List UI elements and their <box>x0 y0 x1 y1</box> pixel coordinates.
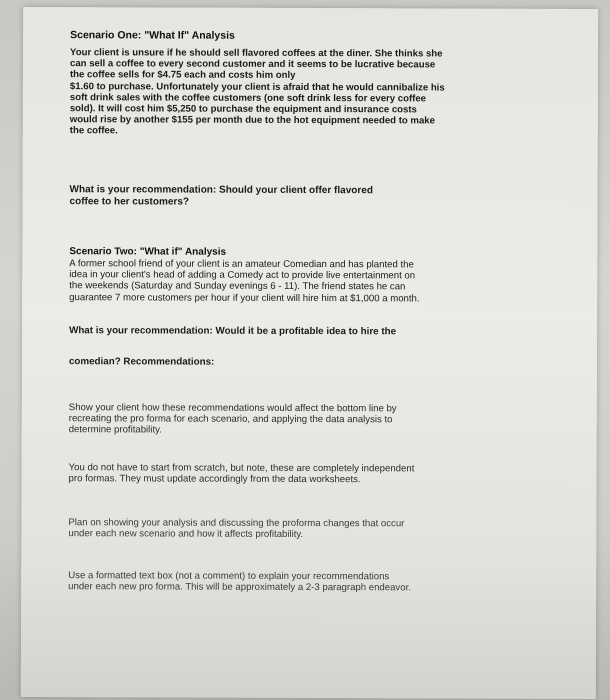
scenario-one-recommendation <box>70 184 373 209</box>
text-line: Show your client how these recommendations would affect the bottom line by <box>68 402 397 415</box>
text-line: sold). It will cost him $5,250 to purchase the equipment and insurance costs <box>69 103 417 116</box>
text-line: Use a formatted text box (not a comment) to explain your recommendations <box>68 570 390 583</box>
text-line: the coffee sells for $4.75 each and costs him only <box>69 69 296 82</box>
text-line: guarantee 7 more customers per hour if your client will hire him at $1,000 a month. <box>69 291 420 304</box>
text-line: A former school friend of your client is an amateur Comedian and has planted the <box>69 258 414 271</box>
text-line: would rise by another $155 per month due to the hot equipment needed to make <box>69 114 435 127</box>
scenario-two-section <box>69 246 420 304</box>
text-line: the weekends (Saturday and Sunday evenings 6 - 11). The friend states he can <box>69 280 406 293</box>
text-line: under each new pro forma. This will be approximately a 2-3 paragraph endeavor. <box>68 581 411 594</box>
text-line: pro formas. They must update accordingly from the data worksheets. <box>68 473 361 486</box>
text-line: recreating the pro forma for each scenario, and applying the data analysis to <box>68 413 393 426</box>
instruction-paragraph-1 <box>69 402 397 437</box>
scenario-two-recommendation-line2: comedian? Recommendations: <box>68 356 215 368</box>
text-line: $1.60 to purchase. Unfortunately your client is afraid that he would cannibalize his <box>69 80 445 94</box>
text-line: determine profitability. <box>68 424 162 436</box>
scenario-one-body <box>70 47 540 138</box>
text-line: under each new scenario and how it affects profitability. <box>68 528 304 541</box>
text-line: coffee to her customers? <box>69 196 190 208</box>
scenario-two-title: Scenario Two: "What if" Analysis <box>69 246 227 258</box>
instruction-paragraph-2 <box>69 462 415 486</box>
instruction-paragraph-3 <box>68 517 404 541</box>
scenario-two-body <box>69 258 420 304</box>
text-line: You do not have to start from scratch, but note, these are completely independent <box>68 462 415 475</box>
text-line: Plan on showing your analysis and discussing the proforma changes that occur <box>68 517 405 530</box>
text-line: idea in your client's head of adding a Comedy act to provide live entertainment on <box>69 269 416 282</box>
document-content <box>68 29 540 594</box>
text-line: can sell a coffee to every second customer and it seems to be lucrative because <box>69 58 436 71</box>
scenario-one-title: Scenario One: "What If" Analysis <box>70 29 235 42</box>
text-line: the coffee. <box>69 125 118 137</box>
text-line: soft drink sales with the coffee customers (one soft drink less for every coffee <box>69 91 427 105</box>
text-line: Your client is unsure if he should sell flavored coffees at the diner. She thinks she <box>70 47 443 60</box>
instruction-paragraph-4 <box>68 570 411 594</box>
scenario-two-recommendation-line1: What is your recommendation: Would it be a profitable idea to hire the <box>69 325 397 338</box>
paper-sheet <box>21 7 598 699</box>
scenario-one-section <box>70 29 540 138</box>
text-line: What is your recommendation: Should your client offer flavored <box>69 184 373 197</box>
